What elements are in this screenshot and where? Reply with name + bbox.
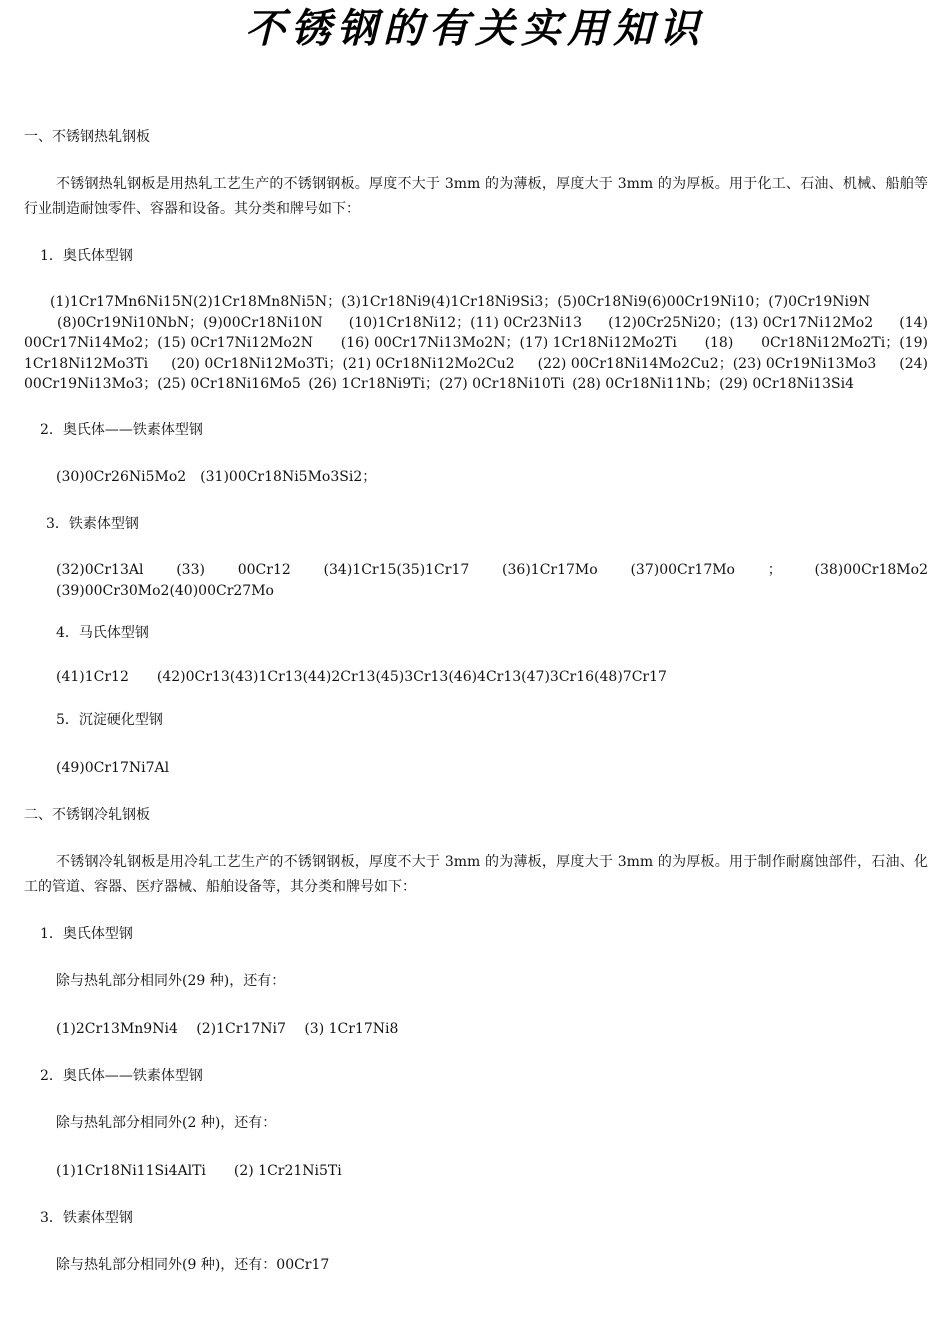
grade-item: 00Cr19Ni13Mo3；(25) 0Cr18Ni16Mo5 [24, 376, 301, 392]
grade-item: (33) [176, 562, 205, 578]
grade-item: (16) 00Cr17Ni13Mo2N；(17) 1Cr18Ni12Mo2Ti [340, 335, 677, 351]
section1-sub5-heading: 5．沉淀硬化型钢 [56, 712, 163, 728]
grade-item: (34)1Cr15(35)1Cr17 [323, 562, 470, 578]
section1-sub2-heading: 2．奥氏体——铁素体型钢 [40, 422, 203, 438]
section1-sub2-grades: (30)0Cr26Ni5Mo2 (31)00Cr18Ni5Mo3Si2； [56, 469, 377, 485]
section1-sub1-grades [24, 292, 928, 395]
section1-sub4-grades: (41)1Cr12 (42)0Cr13(43)1Cr13(44)2Cr13(45)3Cr13(46)4Cr13(47)3Cr16(48)7Cr17 [56, 669, 667, 685]
grade-item: (26) 1Cr18Ni9Ti；(27) 0Cr18Ni10Ti [308, 376, 565, 392]
grade-item: (38)00Cr18Mo2 [814, 562, 928, 578]
grade-item: (10)1Cr18Ni12；(11) 0Cr23Ni13 [348, 314, 583, 331]
grade-item: (18) [704, 335, 734, 351]
section2-heading: 二、不锈钢冷轧钢板 [24, 807, 150, 823]
section2-sub1-note: 除与热轧部分相同外(29 种)，还有： [56, 973, 286, 989]
section2-sub2-grades: (1)1Cr18Ni11Si4AlTi (2) 1Cr21Ni5Ti [56, 1163, 342, 1179]
section2-sub1-heading: 1．奥氏体型钢 [40, 926, 133, 942]
grade-item: (20) 0Cr18Ni12Mo3Ti；(21) 0Cr18Ni12Mo2Cu2 [171, 355, 515, 372]
section1-sub3-grades [56, 560, 928, 601]
section1-sub5-grades: (49)0Cr17Ni7Al [56, 760, 170, 776]
grade-item: (28) 0Cr18Ni11Nb；(29) 0Cr18Ni13Si4 [572, 376, 854, 392]
section2-sub2-heading: 2．奥氏体——铁素体型钢 [40, 1068, 203, 1084]
grade-line [24, 313, 928, 334]
grade-item: 1Cr18Ni12Mo3Ti [24, 355, 149, 372]
grade-item: 0Cr18Ni12Mo2Ti；(19) [761, 335, 928, 351]
grade-line: (39)00Cr30Mo2(40)00Cr27Mo [56, 582, 274, 599]
grade-item: (36)1Cr17Mo [502, 562, 598, 578]
page-title: 不锈钢的有关实用知识 [245, 5, 705, 52]
grade-line [24, 292, 928, 313]
section2-intro: 不锈钢冷轧钢板是用冷轧工艺生产的不锈钢钢板，厚度不大于 3mm 的为薄板，厚度大于 3mm 的为厚板。用于制作耐腐蚀部件，石油、化工的管道、容器、医疗器械、船舶设备等，其分类和牌号如下： [24, 854, 928, 895]
grade-line [24, 333, 928, 354]
section1-sub3-heading: 3．铁素体型钢 [46, 516, 139, 532]
section2-sub3-note: 除与热轧部分相同外(9 种)，还有：00Cr17 [56, 1257, 330, 1273]
grade-item: (22) 00Cr18Ni14Mo2Cu2；(23) 0Cr19Ni13Mo3 [537, 355, 877, 372]
section2-sub3-heading: 3．铁素体型钢 [40, 1210, 133, 1226]
section1-sub4-heading: 4．马氏体型钢 [56, 625, 149, 641]
grade-item: (1)1Cr17Mn6Ni15N(2)1Cr18Mn8Ni5N；(3)1Cr18Ni9(4)1Cr18Ni9Si3；(5)0Cr18Ni9(6)00Cr19Ni10；(7)0Cr19Ni9N [50, 294, 871, 310]
grade-item: 00Cr12 [237, 562, 291, 578]
grade-item: (12)0Cr25Ni20；(13) 0Cr17Ni12Mo2 [608, 314, 874, 331]
grade-item: (14) [899, 314, 928, 331]
grade-item: (37)00Cr17Mo [630, 562, 735, 578]
grade-item: ； [767, 562, 782, 578]
grade-item: (8)0Cr19Ni10NbN；(9)00Cr18Ni10N [57, 314, 323, 331]
grade-line [24, 374, 928, 395]
section2-sub2-note: 除与热轧部分相同外(2 种)，还有： [56, 1115, 277, 1131]
grade-item: 00Cr17Ni14Mo2；(15) 0Cr17Ni12Mo2N [24, 335, 314, 351]
section2-sub1-grades: (1)2Cr13Mn9Ni4 (2)1Cr17Ni7 (3) 1Cr17Ni8 [56, 1021, 399, 1037]
grade-line [24, 354, 928, 375]
grade-line [56, 560, 928, 581]
grade-item: (32)0Cr13Al [56, 562, 144, 578]
section1-intro: 不锈钢热轧钢板是用热轧工艺生产的不锈钢钢板。厚度不大于 3mm 的为薄板，厚度大于 3mm 的为厚板。用于化工、石油、机械、船舶等行业制造耐蚀零件、容器和设备。其分类和牌号如下： [24, 176, 928, 217]
grade-item: (24) [899, 355, 928, 372]
section1-sub1-heading: 1．奥氏体型钢 [40, 248, 133, 264]
section1-heading: 一、不锈钢热轧钢板 [24, 129, 150, 145]
